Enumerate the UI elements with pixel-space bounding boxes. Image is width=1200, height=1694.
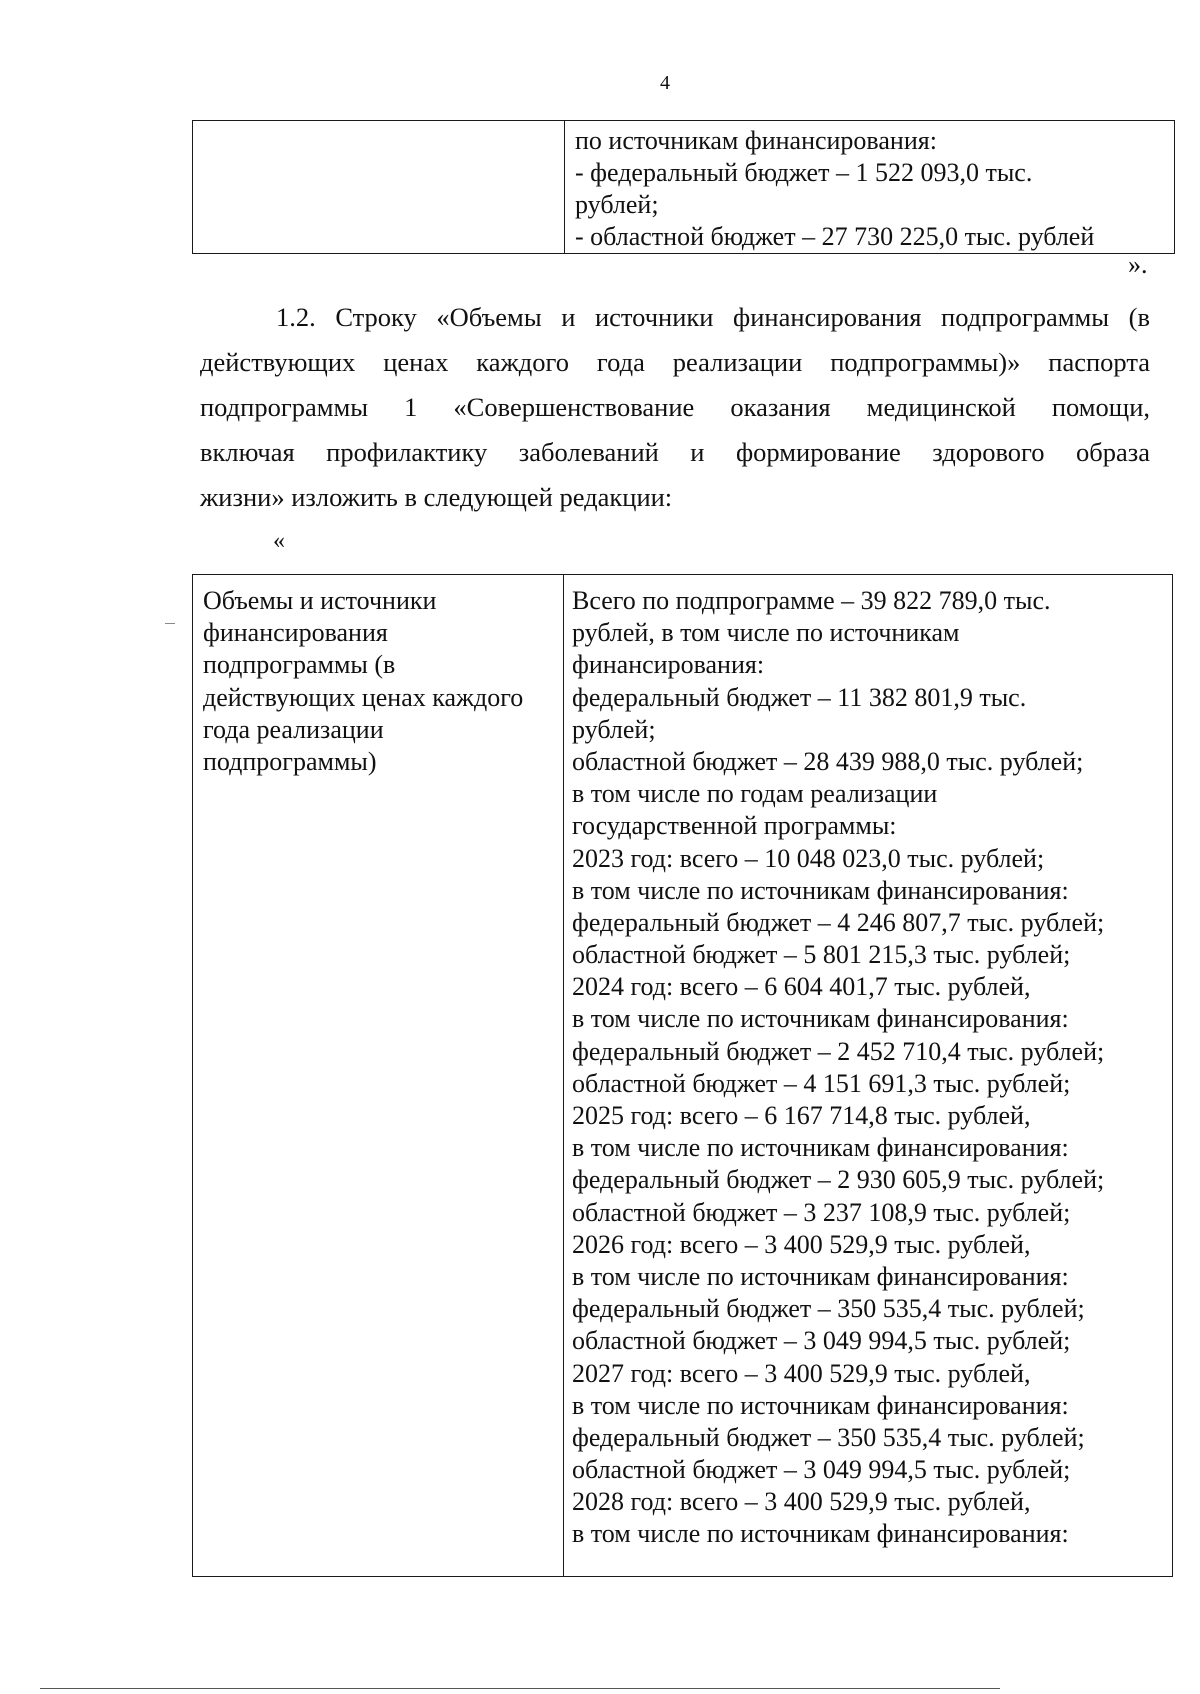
table-cell-line: рублей; [572, 714, 656, 744]
table-cell-line: государственной программы: [572, 811, 897, 841]
table-cell-line: в том числе по источникам финансирования: [572, 1004, 1069, 1034]
table-cell-line: 2026 год: всего – 3 400 529,9 тыс. рублей, [572, 1229, 1031, 1259]
table-cell-line: областной бюджет – 3 237 108,9 тыс. рублей; [572, 1197, 1071, 1227]
table-cell-line: областной бюджет – 4 151 691,3 тыс. рублей; [572, 1068, 1071, 1098]
opening-quote: « [273, 528, 285, 554]
table-cell-line: финансирования: [572, 650, 765, 680]
table-cell-line: в том числе по источникам финансирования: [572, 1133, 1069, 1163]
table-cell-line: федеральный бюджет – 4 246 807,7 тыс. рублей; [572, 907, 1105, 937]
table-cell-line: рублей, в том числе по источникам [572, 618, 960, 648]
table-cell-line: - областной бюджет – 27 730 225,0 тыс. рублей [575, 222, 1095, 251]
table-cell-line: подпрограммы) [203, 746, 377, 776]
table-cell-line: в том числе по источникам финансирования: [572, 1519, 1069, 1549]
table-cell-line: в том числе по годам реализации [572, 779, 938, 809]
footer-rule [40, 1688, 1000, 1689]
table-cell-line: Объемы и источники [203, 586, 437, 615]
table-cell-line: финансирования [203, 618, 388, 648]
table-cell-line: действующих ценах каждого [203, 682, 524, 712]
table-left-cell [203, 585, 523, 778]
subprogram-financing-table [192, 574, 1173, 1577]
paragraph-line: 1.2. Строку «Объемы и источники финансирования подпрограммы (в [276, 302, 1150, 332]
table-cell-line: областной бюджет – 3 049 994,5 тыс. рублей; [572, 1455, 1071, 1485]
table-cell-line: года реализации [203, 714, 384, 744]
closing-quote: ». [1128, 250, 1148, 279]
table-cell-line: в том числе по источникам финансирования: [572, 1390, 1069, 1420]
table-cell-line: в том числе по источникам финансирования: [572, 1261, 1069, 1291]
table-cell-line: федеральный бюджет – 11 382 801,9 тыс. [572, 682, 1027, 712]
table-cell-line: областной бюджет – 28 439 988,0 тыс. рублей; [572, 746, 1084, 776]
page-number: 4 [660, 72, 670, 94]
paragraph-line: жизни» изложить в следующей редакции: [200, 482, 673, 512]
table-cell-line: 2024 год: всего – 6 604 401,7 тыс. рублей, [572, 972, 1031, 1002]
table-cell-line: 2027 год: всего – 3 400 529,9 тыс. рублей, [572, 1358, 1031, 1388]
paragraph-line: подпрограммы 1 «Совершенствование оказания медицинской помощи, [200, 392, 1150, 422]
body-paragraph [200, 295, 1150, 520]
paragraph-line: включая профилактику заболеваний и формирование здорового образа [200, 437, 1150, 467]
table-right-cell [575, 125, 1094, 253]
table-cell-line: Всего по подпрограмме – 39 822 789,0 тыс. [572, 586, 1051, 615]
table-column-divider [564, 121, 565, 253]
continued-financing-table [192, 120, 1175, 254]
table-cell-line: - федеральный бюджет – 1 522 093,0 тыс. [575, 158, 1033, 187]
table-cell-line: 2028 год: всего – 3 400 529,9 тыс. рублей, [572, 1487, 1031, 1517]
table-cell-line: подпрограммы (в [203, 650, 396, 680]
table-cell-line: федеральный бюджет – 2 930 605,9 тыс. рублей; [572, 1165, 1105, 1195]
margin-mark [165, 623, 175, 624]
table-cell-line: в том числе по источникам финансирования: [572, 875, 1069, 905]
table-cell-line: рублей; [575, 190, 659, 219]
table-cell-line: 2025 год: всего – 6 167 714,8 тыс. рублей, [572, 1101, 1031, 1130]
paragraph-line: действующих ценах каждого года реализации подпрограммы)» паспорта [200, 347, 1150, 377]
table-cell-line: по источникам финансирования: [575, 126, 937, 155]
table-cell-line: федеральный бюджет – 350 535,4 тыс. рублей; [572, 1294, 1085, 1324]
table-cell-line: областной бюджет – 5 801 215,3 тыс. рублей; [572, 940, 1071, 970]
table-cell-line: областной бюджет – 3 049 994,5 тыс. рублей; [572, 1326, 1071, 1356]
table-cell-line: федеральный бюджет – 2 452 710,4 тыс. рублей; [572, 1036, 1105, 1066]
table-column-divider [563, 575, 564, 1576]
table-right-cell [572, 585, 1104, 1551]
table-cell-line: федеральный бюджет – 350 535,4 тыс. рублей; [572, 1422, 1085, 1452]
table-cell-line: 2023 год: всего – 10 048 023,0 тыс. рублей; [572, 843, 1045, 873]
